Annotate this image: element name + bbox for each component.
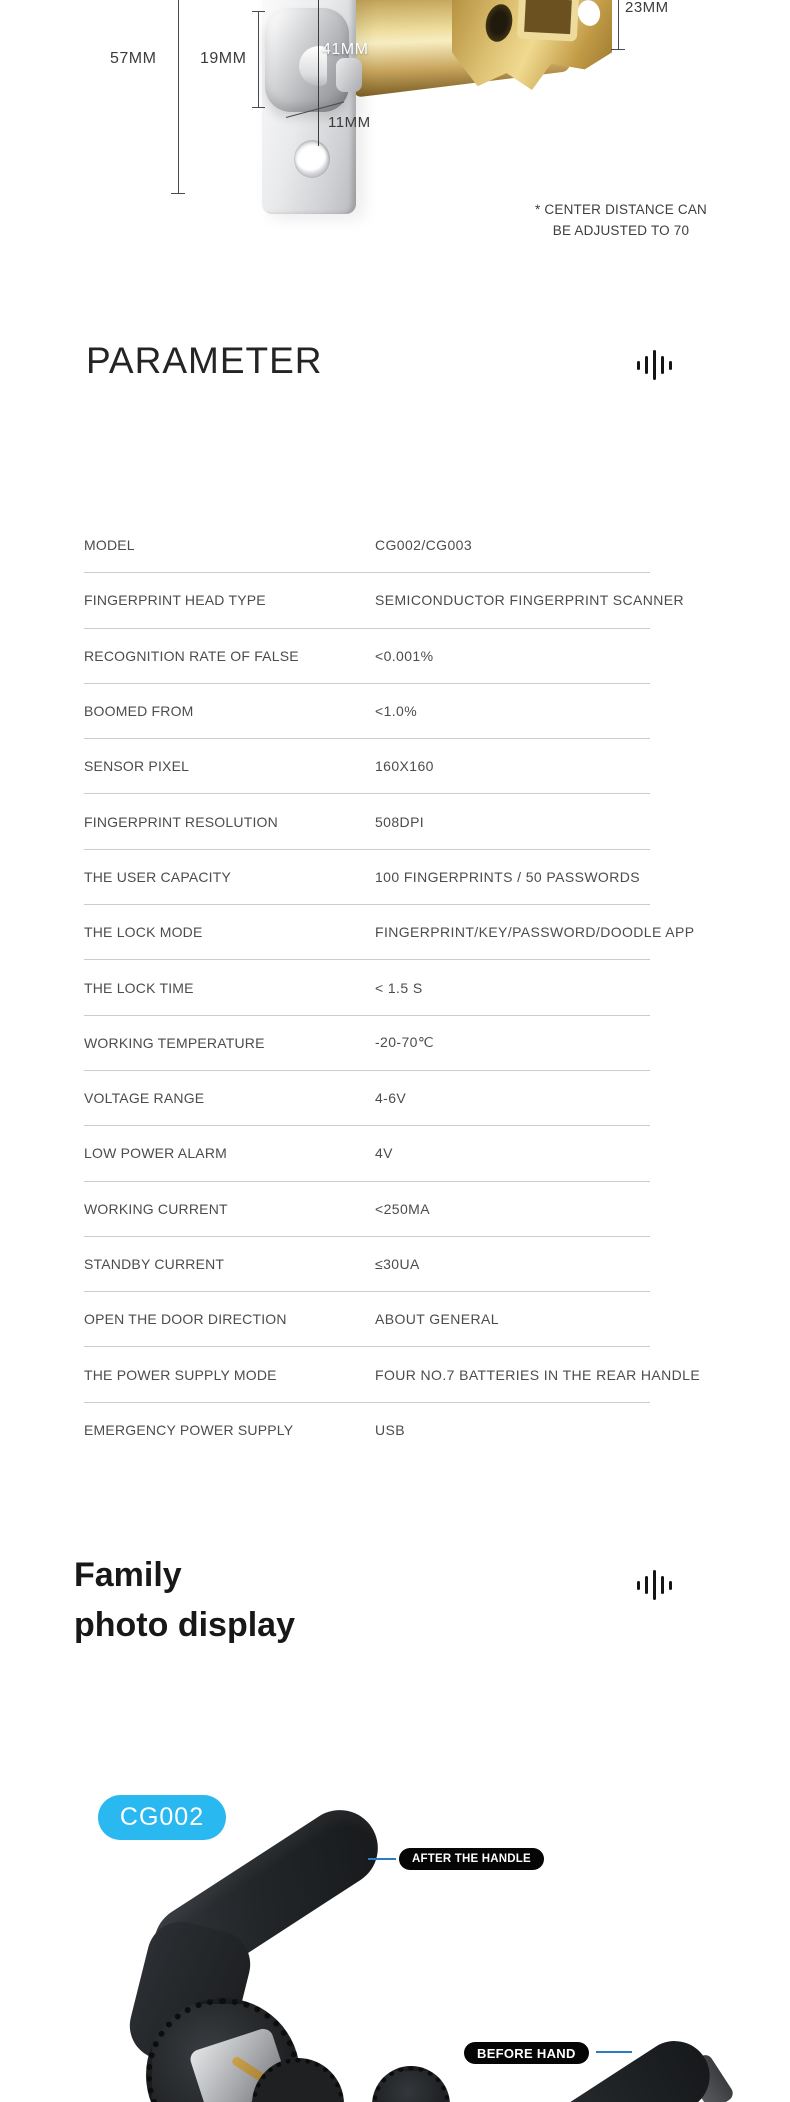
dimension-tick bbox=[252, 107, 265, 108]
spec-value: CG002/CG003 bbox=[375, 537, 473, 554]
spec-row bbox=[84, 1016, 650, 1071]
center-distance-note bbox=[505, 199, 737, 241]
spec-value: FINGERPRINT/KEY/PASSWORD/DOODLE APP bbox=[375, 924, 695, 941]
spec-value: USB bbox=[375, 1421, 405, 1438]
spec-value: < 1.5 S bbox=[375, 979, 423, 996]
spec-row bbox=[84, 739, 650, 794]
callout-line-after bbox=[368, 1858, 396, 1860]
spec-row bbox=[84, 794, 650, 849]
spec-label: RECOGNITION RATE OF FALSE bbox=[84, 647, 299, 664]
callout-after-the-handle: AFTER THE HANDLE bbox=[399, 1848, 544, 1870]
spec-value: ≤30UA bbox=[375, 1256, 420, 1272]
spec-label: MODEL bbox=[84, 537, 135, 554]
family-section-title bbox=[74, 1550, 295, 1650]
note-line-1: * CENTER DISTANCE CAN bbox=[535, 202, 707, 217]
callout-line-before bbox=[596, 2051, 632, 2053]
latch-bolt-tab bbox=[336, 58, 362, 92]
spec-label: WORKING TEMPERATURE bbox=[84, 1034, 265, 1051]
dimension-line-57mm bbox=[178, 0, 179, 194]
dimension-label-41mm: 41MM bbox=[322, 41, 369, 58]
spec-label: FINGERPRINT HEAD TYPE bbox=[84, 592, 266, 609]
spec-row bbox=[84, 905, 695, 960]
spec-value: <250MA bbox=[375, 1200, 430, 1217]
dimension-tick bbox=[171, 193, 185, 194]
spec-row bbox=[84, 1182, 650, 1237]
parameter-section-title: PARAMETER bbox=[86, 340, 323, 381]
dimension-label-11mm: 11MM bbox=[328, 114, 371, 131]
spec-row bbox=[84, 1347, 701, 1402]
spec-table bbox=[84, 518, 701, 1457]
outside-rosette-knurled bbox=[372, 2066, 450, 2102]
note-line-2: BE ADJUSTED TO 70 bbox=[552, 223, 690, 238]
family-title-line-1: Family bbox=[74, 1556, 182, 1594]
outside-handle-lever bbox=[507, 2028, 723, 2102]
spec-label: FINGERPRINT RESOLUTION bbox=[84, 813, 278, 830]
spec-value: FOUR NO.7 BATTERIES IN THE REAR HANDLE bbox=[375, 1366, 701, 1383]
faceplate-screw-hole bbox=[294, 140, 330, 178]
spec-value: -20-70℃ bbox=[375, 1034, 434, 1051]
spec-label: VOLTAGE RANGE bbox=[84, 1090, 205, 1107]
spec-row bbox=[84, 1126, 650, 1181]
waveform-icon bbox=[637, 350, 672, 380]
dimension-tick bbox=[611, 49, 625, 50]
dimension-tick bbox=[252, 11, 265, 12]
spec-label: LOW POWER ALARM bbox=[84, 1145, 228, 1162]
spec-row bbox=[84, 518, 650, 573]
spec-label: SENSOR PIXEL bbox=[84, 758, 190, 775]
spec-value: 508DPI bbox=[375, 813, 425, 830]
spec-label: STANDBY CURRENT bbox=[84, 1256, 225, 1272]
spec-value: 4-6V bbox=[375, 1090, 407, 1107]
dimension-label-19mm: 19MM bbox=[200, 50, 247, 67]
spec-label: EMERGENCY POWER SUPPLY bbox=[84, 1421, 294, 1438]
family-title-line-2: photo display bbox=[74, 1606, 295, 1644]
spec-label: BOOMED FROM bbox=[84, 703, 194, 720]
dimension-line-23mm bbox=[618, 0, 619, 50]
spec-label: THE LOCK MODE bbox=[84, 924, 203, 941]
spec-row bbox=[84, 1237, 650, 1292]
waveform-icon bbox=[637, 1570, 672, 1600]
spec-row bbox=[84, 960, 650, 1015]
spec-value: <0.001% bbox=[375, 647, 434, 664]
spec-value: <1.0% bbox=[375, 703, 418, 720]
callout-before-hand: BEFORE HAND bbox=[464, 2042, 589, 2064]
spec-row bbox=[84, 1292, 650, 1347]
model-badge: CG002 bbox=[98, 1795, 226, 1840]
spec-row bbox=[84, 573, 685, 628]
spec-label: THE POWER SUPPLY MODE bbox=[84, 1366, 277, 1383]
dimension-label-23mm: 23MM bbox=[625, 0, 669, 16]
spec-row bbox=[84, 684, 650, 739]
dimension-label-57mm: 57MM bbox=[110, 50, 157, 67]
spec-value: 4V bbox=[375, 1145, 393, 1162]
spec-row bbox=[84, 1071, 650, 1126]
dimension-line-19mm bbox=[258, 11, 259, 108]
spec-row bbox=[84, 629, 650, 684]
spec-row bbox=[84, 850, 650, 905]
spec-value: SEMICONDUCTOR FINGERPRINT SCANNER bbox=[375, 592, 685, 609]
latch-dimensions-photo bbox=[0, 0, 790, 250]
spec-label: THE USER CAPACITY bbox=[84, 868, 232, 885]
spec-value: 160X160 bbox=[375, 758, 434, 775]
dimension-line-center bbox=[318, 0, 319, 146]
spec-value: ABOUT GENERAL bbox=[375, 1311, 499, 1328]
spec-label: WORKING CURRENT bbox=[84, 1200, 228, 1217]
spec-label: OPEN THE DOOR DIRECTION bbox=[84, 1311, 287, 1328]
spec-row bbox=[84, 1403, 650, 1457]
spec-label: THE LOCK TIME bbox=[84, 979, 194, 996]
spindle-cam-opening bbox=[517, 0, 579, 42]
spec-value: 100 FINGERPRINTS / 50 PASSWORDS bbox=[375, 868, 640, 885]
